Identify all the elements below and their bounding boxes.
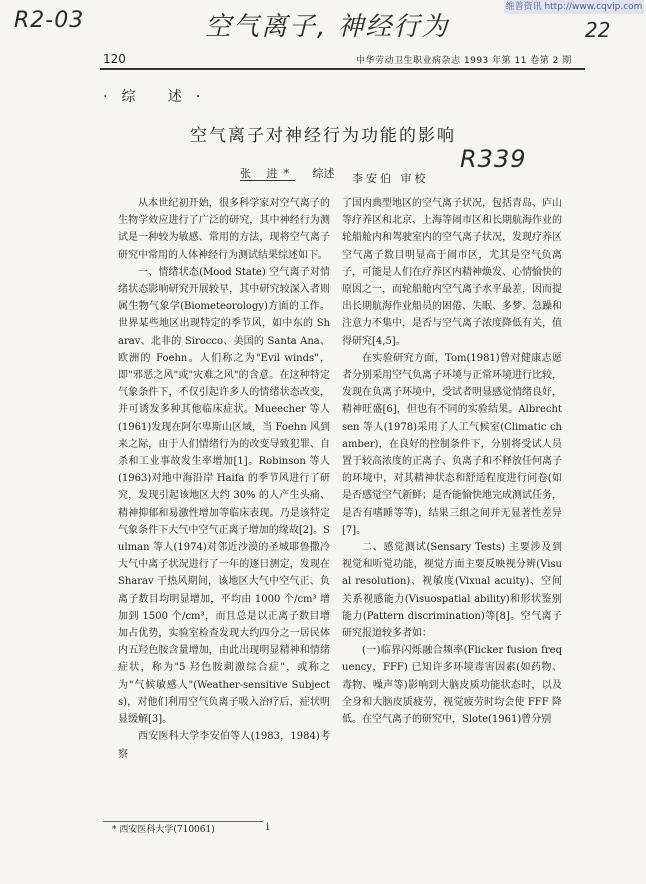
body-column-left bbox=[118, 195, 330, 763]
journal-header: 中华劳动卫生职业病杂志 1993 年第 11 卷第 2 期 bbox=[356, 56, 572, 66]
paragraph: 从本世纪初开始，很多科学家对空气离子的生物学效应进行了广泛的研究，其中神经行为测试是一种较为敏感、常用的方法，现将空气离子研究中常用的人体神经行为测试结果综述如下。 bbox=[118, 198, 330, 261]
handwritten-code: R2-03 bbox=[14, 8, 85, 33]
paragraph: 一、情绪状态(Mood State) 空气离子对情绪状态影响研究开展较早，其中研究较深入者则属生物气象学(Biometeorology)方面的工作。世界某些地区出现特定的季节风，如中东的 Sharav、北非的 Sirocco、美国的 Santa Ana、欧洲的 Foehn。人们称之为"Evil winds"，即"邪恶之风"或"灾难之风"的含意。在这种特定气象条件下，不仅引起许多人的情绪状态改变，并可诱发多种其他临床症状。Mueecher 等人(1961)发现在阿尔卑斯山区域，当 Foehn 风到来之际，由于人们情绪行为的改变导致犯罪、自杀和工业事故发生率增加[1]。Robinson 等人(1963)对地中海沿岸 Haifa 的季节风进行了研究，发现引起该地区大约 30% 的人产生头痛、精神抑郁和易激性增加等临床表现。乃是该特定气象条件下大气中空气正离子增加的缘故[2]。Sulman 等人(1974)对邻近沙漠的圣城耶鲁撒冷大气中离子状况进行了一年的逐日测定，发现在 Sharav 干热风期间，该地区大气中空气正、负离子数目均明显增加，平均由 1000 个/cm³ 增加到 1500 个/cm³，而且总是以正离子数目增加占优势，实验室检查发现大约四分之一居民体内五羟色胺含量增加，由此出现明显精神和情绪症状，称为"5 羟色胺刺激综合症"，或称之为"气候敏感人"(Weather-sensitive Subjects)，对他们利用空气负离子吸入治疗后，症状明显缓解[3]。 bbox=[118, 266, 330, 726]
author-role: 综述 bbox=[312, 167, 335, 180]
page-number: 120 bbox=[103, 52, 126, 66]
body-column-right bbox=[342, 195, 562, 728]
article-title: 空气离子对神经行为功能的影响 bbox=[190, 126, 456, 146]
paragraph: 了国内典型地区的空气离子状况，包括青岛、庐山等疗养区和北京、上海等闹市区和长期航海作业的轮船舱内和驾驶室内的空气离子状况，发现疗养区空气离子数目明显高于闹市区，尤其是空气负离子，可能是人们在疗养区内精神焕发、心情愉快的原因之一，而轮船舱内空气离子水平最差，因而提出长期航海作业船员的困倦、失眠、多梦、急躁和注意力不集中，是否与空气离子浓度降低有关，值得研究[4,5]。 bbox=[342, 198, 562, 347]
paragraph: 二、感觉测试(Sensary Tests) 主要涉及到视觉和听觉功能，视觉方面主要反映视分辨(Visual resolution)、视敏度(Vixual acuity)、空间关系视感能力(Visuospatial ability)和形状鉴别能力(Pattern discrimination)等[8]。空气离子研究报道较多者如： bbox=[342, 542, 562, 640]
author-name: 张 进* bbox=[240, 167, 295, 180]
page-mark: i bbox=[266, 822, 270, 833]
reviewer: 李安伯 审校 bbox=[352, 172, 429, 185]
author-line bbox=[240, 165, 349, 181]
handwritten-id: R339 bbox=[460, 145, 527, 173]
footnote: * 西安医科大学(710061) bbox=[112, 825, 215, 835]
paragraph: 西安医科大学李安伯等人(1983，1984)考察 bbox=[118, 731, 330, 760]
column-tag: ·综 述· bbox=[103, 89, 215, 105]
watermark: 维普资讯 http://www.cqvip.com bbox=[505, 2, 643, 12]
paragraph: (一)临界闪烁融合频率(Flicker fusion frequency，FFF) 已知许多环境毒害因素(如药物、毒物、噪声等)影响到大脑皮质功能状态时，以及全身和大脑皮质疲劳，视觉疲劳时均会使 FFF 降低。在空气离子的研究中，Slote(1961)曾分别 bbox=[342, 645, 562, 726]
header-rule bbox=[100, 68, 585, 70]
handwritten-number: 22 bbox=[585, 18, 611, 42]
paragraph: 在实验研究方面，Tom(1981)曾对健康志愿者分别采用空气负离子环境与正常环境进行比较，发现在负离子环境中，受试者明显感觉情绪良好，精神旺盛[6]，但也有不同的实验结果。Albrechtsen 等人(1978)采用了人工气候室(Climatic chamber)，在良好的控制条件下，分别将受试人员置于较高浓度的正离子、负离子和不释放任何离子的环境中，对其精神状态和舒适程度进行问卷(如是否感觉空气新鲜；是否能愉快地完成测试任务，是否有嗜睡等等)，结果三组之间并无显著性差异[7]。 bbox=[342, 352, 562, 536]
handwritten-keywords: 空气离子, 神经行为 bbox=[205, 12, 450, 42]
